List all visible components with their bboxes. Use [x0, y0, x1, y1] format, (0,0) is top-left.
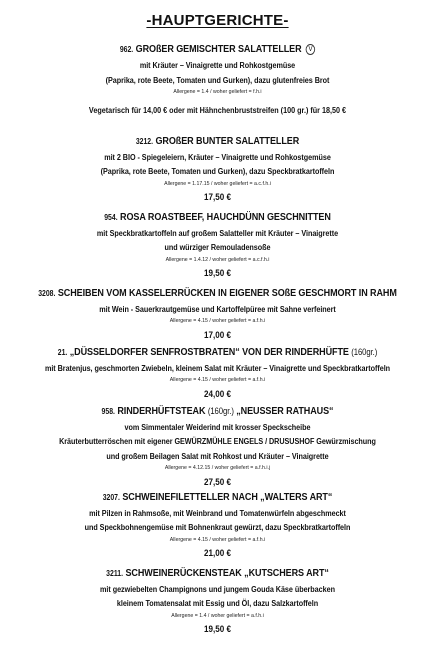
- menu-item-954: [0, 212, 435, 279]
- item-name: SCHWEINERÜCKENSTEAK „KUTSCHERS ART“: [125, 567, 329, 579]
- item-description: und würziger Remouladensoße: [164, 242, 271, 253]
- item-name-line: [30, 492, 404, 503]
- menu-item-958: [0, 406, 435, 488]
- menu-item-3207: [0, 492, 435, 559]
- item-allergens: Allergene = 4.12.15 / woher geliefert = a.f.h.i.j: [164, 465, 271, 472]
- item-number: 3211.: [106, 569, 124, 578]
- item-name: „DÜSSELDORFER SENFROSTBRATEN“ VON DER RINDERHÜFTE: [69, 346, 349, 358]
- item-name-line: [30, 347, 404, 358]
- menu-item-3208: [0, 288, 435, 340]
- item-description: mit Speckbratkartoffeln auf großem Salatteller mit Kräuter – Vinaigrette: [96, 227, 339, 238]
- item-number: 3212.: [135, 137, 154, 146]
- item-price: 19,50 €: [204, 268, 231, 280]
- item-number: 21.: [57, 348, 68, 357]
- item-weight: (160gr.): [207, 406, 234, 416]
- item-price: 21,00 €: [204, 548, 231, 560]
- item-name: ROSA ROASTBEEF, HAUCHDÜNN GESCHNITTEN: [120, 211, 331, 223]
- item-name-line: [30, 288, 404, 299]
- item-description: (Paprika, rote Beete, Tomaten und Gurken), dazu glutenfreies Brot: [105, 74, 330, 85]
- item-price: 17,00 €: [204, 329, 231, 341]
- item-allergens: Allergene = 1.4 / woher geliefert = a.f.h.i: [171, 612, 264, 619]
- item-description: und Speckbohnengemüse mit Bohnenkraut gewürzt, dazu Speckbratkartoffeln: [84, 522, 351, 533]
- item-name: GROßER BUNTER SALATTELLER: [155, 135, 300, 147]
- item-name-line: [30, 212, 404, 223]
- item-price-note: Vegetarisch für 14,00 € oder mit Hähnchenbruststreifen (100 gr.) für 18,50 €: [88, 104, 347, 115]
- menu-item-3212: [0, 136, 435, 203]
- item-number: 962.: [119, 45, 134, 54]
- item-name-line: [30, 44, 404, 55]
- item-price: 24,00 €: [204, 388, 231, 400]
- item-description: und großem Beilagen Salat mit Rohkost und Kräuter – Vinaigrette: [106, 450, 329, 461]
- item-weight: (160gr.): [351, 347, 378, 357]
- item-description: vom Simmentaler Weiderind mit krosser Speckscheibe: [124, 421, 311, 432]
- menu-item-21: [0, 347, 435, 399]
- item-name: SCHEIBEN VOM KASSELERRÜCKEN IN EIGENER SOßE GESCHMORT IN RAHM: [57, 287, 397, 299]
- item-allergens: Allergene = 4.15 / woher geliefert = a.f.h.i: [169, 536, 266, 543]
- item-description: mit Kräuter – Vinaigrette und Rohkostgemüse: [139, 60, 296, 70]
- item-price: 27,50 €: [204, 477, 231, 489]
- page-title: -HAUPTGERICHTE-: [146, 12, 289, 29]
- item-name-line: [30, 136, 404, 147]
- item-number: 958.: [101, 407, 115, 416]
- vegan-icon: V: [306, 44, 315, 55]
- item-description: mit Pilzen in Rahmsoße, mit Weinbrand und Tomatenwürfeln abgeschmeckt: [89, 507, 346, 518]
- item-description: mit gezwiebelten Champignons und jungem Gouda Käse überbacken: [100, 583, 335, 594]
- item-name-suffix: „NEUSSER RATHAUS“: [236, 405, 334, 417]
- item-description: mit Bratenjus, geschmorten Zwiebeln, kleinem Salat mit Kräuter – Vinaigrette und Speckbratkartoffeln: [44, 362, 391, 373]
- item-description: (Paprika, rote Beete, Tomaten und Gurken), dazu Speckbratkartoffeln: [100, 166, 335, 177]
- menu-item-962: [0, 44, 435, 115]
- item-name: SCHWEINEFILETTELLER NACH „WALTERS ART“: [122, 491, 333, 503]
- item-number: 3207.: [102, 493, 120, 502]
- item-description: kleinem Tomatensalat mit Essig und Öl, dazu Salzkartoffeln: [116, 598, 319, 609]
- item-name: RINDERHÜFTSTEAK: [117, 405, 206, 417]
- item-price: 19,50 €: [204, 624, 231, 636]
- item-price: 17,50 €: [204, 192, 231, 204]
- item-allergens: Allergene = 4.15 / woher geliefert = a.f.h.i: [169, 318, 266, 325]
- item-description: mit 2 BIO - Spiegeleiern, Kräuter – Vinaigrette und Rohkostgemüse: [104, 151, 331, 162]
- item-number: 3208.: [38, 289, 56, 298]
- item-description: mit Wein - Sauerkrautgemüse und Kartoffelpüree mit Sahne verfeinert: [99, 303, 336, 314]
- item-allergens: Allergene = 1.4.12 / woher geliefert = a.c.f.h.i: [165, 256, 270, 263]
- item-allergens: Allergene = 1.17.15 / woher geliefert = a.c.f.h.i: [164, 180, 271, 187]
- item-name: GROßER GEMISCHTER SALATTELLER: [135, 43, 302, 55]
- item-name-line: [30, 406, 404, 417]
- item-allergens: Allergene = 1.4 / woher geliefert = f.h.i: [173, 89, 262, 96]
- item-number: 954.: [104, 213, 118, 222]
- item-name-line: [30, 568, 404, 579]
- menu-item-3211: [0, 568, 435, 635]
- item-description: Kräuterbutterröschen mit eigener GEWÜRZMÜHLE ENGELS / DRUSUSHOF Gewürzmischung: [59, 436, 376, 447]
- item-allergens: Allergene = 4.15 / woher geliefert = a.f.h.i: [169, 377, 266, 384]
